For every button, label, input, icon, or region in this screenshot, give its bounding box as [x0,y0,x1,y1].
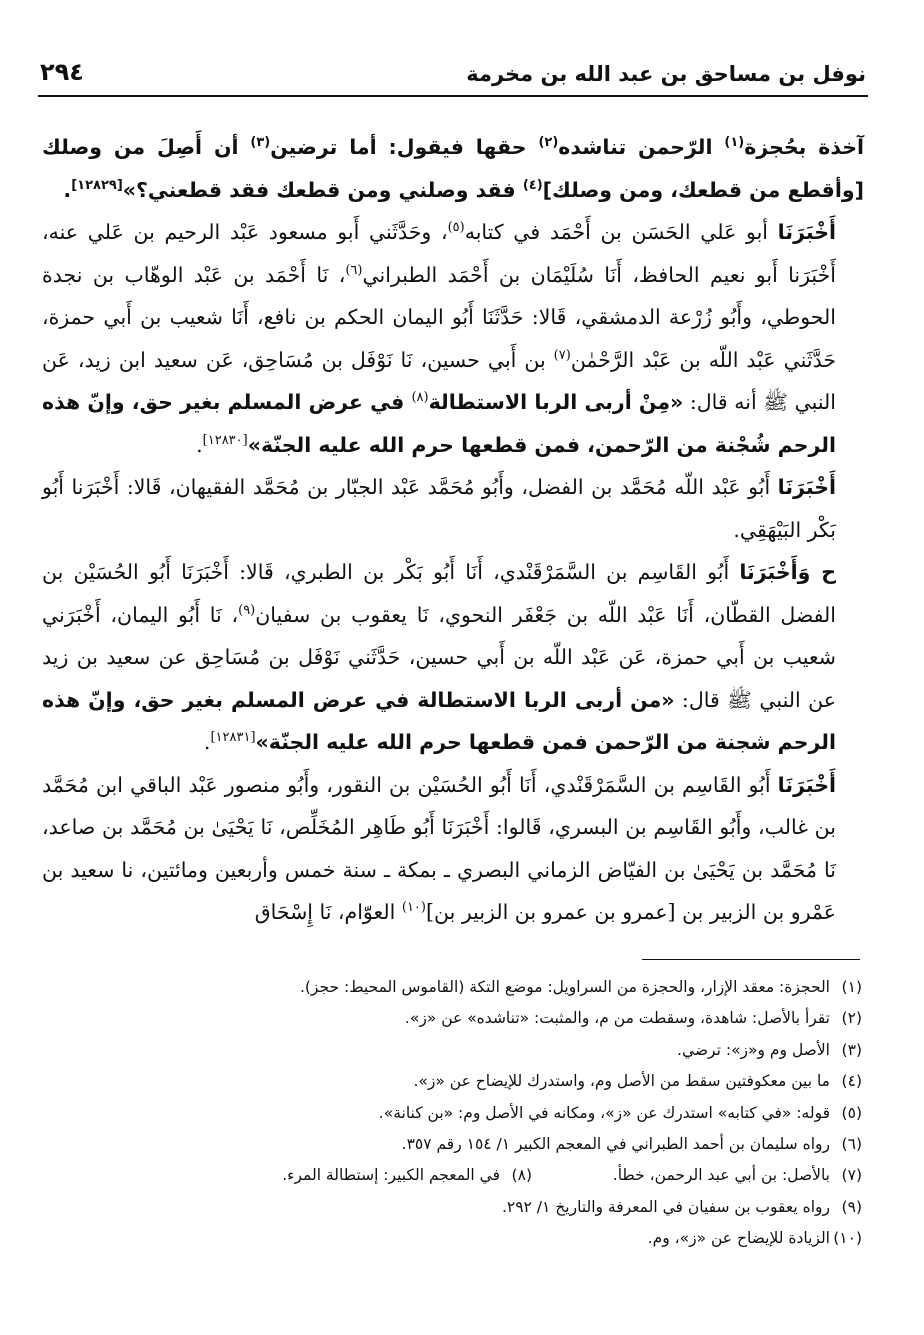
footnotes [80,972,862,1255]
paragraph-lead: أَخْبَرَنَا [777,475,836,499]
page-header [40,58,866,92]
paragraph-lead: ح وَأَخْبَرَنَا [739,560,836,584]
footnote-item [80,1223,862,1254]
footnote-text: الحجزة: معقد الإزار، والحجزة من السراويل: موضع التكة (القاموس المحيط: حجز). [299,978,830,996]
page-number: ٢٩٤ [40,58,84,86]
footnote-number: (٧) [841,1166,862,1185]
paragraph-lead: أَخْبَرَنَا [777,220,836,244]
paragraph-lead: أَخْبَرَنَا [777,772,836,797]
footnote-text: بالأصل: بن أبي عبد الرحمن، خطأ. [612,1166,830,1185]
footnote-text: الأصل وم و«ز»: ترضي. [677,1040,830,1059]
footnote-item [80,1192,862,1223]
footnote-item [80,1160,862,1191]
footnote-number: (٣) [841,1040,862,1059]
footnote-ref: (٧) [553,347,571,363]
footnote-item [80,1098,862,1129]
hadith-number: [١٢٨٣٠] [202,432,248,448]
paragraph-1: آخذة بحُجزة$^{(١)}$ الرّحمن تناشده$^{(٢)}$ حقها فيقول: أما ترضين$^{(٣)}$ أن أَصِلَ من وصلك [وأقطع من قطعك، ومن وصلك]$^{(٤)}$ فقد وصلني ومن قطعك فقد قطعني؟»[١٢٨٢٩]. [42,135,864,202]
footnote-ref: (٤) [522,177,543,193]
hadith-number: [١٢٨٣١] [210,730,256,745]
footnote-ref: (٢) [538,135,559,150]
footnote-number: (٥) [841,1103,862,1122]
header-rule [38,95,868,97]
footnote-number: (٦) [841,1134,862,1153]
paragraph-3: أَخْبَرَنَا أَبُو عَبْد اللّه مُحَمَّد بن الفضل، وأَبُو مُحَمَّد عَبْد الجبّار بن مُحَمَّد الفقيهان، قَالا: أَخْبَرَنا أَبُو بَكْر البَيْهَقِي. [42,475,836,542]
footnote-number: (١) [841,978,862,996]
footnote-text: ما بين معكوفتين سقط من الأصل وم، واستدرك للإيضاح عن «ز». [413,1072,830,1091]
main-text [42,126,864,934]
footnote-ref: (١٠) [401,900,426,915]
footnote-text: تقرأ بالأصل: شاهدة، وسقطت من م، والمثبت: «تناشده» عن «ز». [404,1009,830,1028]
footnote-number: (٩) [841,1197,862,1216]
footnote-text: الزيادة للإيضاح عن «ز»، وم. [647,1229,830,1248]
footnote-number: (٨) [511,1166,532,1185]
footnote-item [80,1035,862,1066]
footnote-number: (٢) [841,1009,862,1028]
footnote-item [80,1129,862,1160]
running-title: نوفل بن مساحق بن عبد الله بن مخرمة [466,62,866,86]
footnote-text: قوله: «في كتابه» استدرك عن «ز»، ومكانه في الأصل وم: «بن كنانة». [378,1103,830,1122]
footnote-ref: (١) [724,135,745,150]
footnote-text: في المعجم الكبير: إستطالة المرء. [282,1166,500,1185]
footnote-item [80,972,862,1003]
footnote-item [80,1066,862,1097]
hadith-number: [١٢٨٢٩] [71,177,123,193]
paragraph-5: أَخْبَرَنَا أَبُو القَاسِم بن السَّمَرْقَنْدي، أَنَا أَبُو الحُسَيْن بن النقور، وأَبُو منصور عَبْد الباقي ابن مُحَمَّد بن غالب، وأَبُو القَاسِم بن البسري، قَالوا: أَخْبَرَنَا أَبُو طَاهِر المُخَلِّص، نَا يَحْيَىٰ بن مُحَمَّد بن صاعد، نَا مُحَمَّد بن يَحْيَىٰ بن الفيّاض الزماني البصري ـ بمكة ـ سنة خمس وأربعين ومائتين، نا سعيد بن عَمْرو بن الزبير بن [عمرو بن عمرو بن الزبير بن]$^{(١٠)}$ العوّام، نَا إِسْحَاق [42,772,836,924]
footnote-ref: (٨) [411,390,429,405]
paragraph-4: ح وَأَخْبَرَنَا أَبُو القَاسِم بن السَّمَرْقَنْدي، أَنَا أَبُو بَكْر بن الطبري، قَالا: أَخْبَرَنَا أَبُو الحُسَيْن بن الفضل القطّان، أَنَا عَبْد اللّه بن جَعْفَر النحوي، نَا يعقوب بن سفيان$^{(٩)}$، نَا أَبُو اليمان، أَخْبَرَني شعيب بن أَبي حمزة، عَن عَبْد اللّه بن أَبي حسين، حَدَّثَني نَوْفَل بن مُسَاحِق عن سعيد بن زيد عن النبي ﷺ قال: «من أربى الربا الاستطالة في عرض المسلم بغير حق، وإنّ هذه الرحم شجنة من الرّحمن فمن قطعها حرم الله عليه الجنّة»[١٢٨٣١]. [42,560,836,754]
paragraph-2: أَخْبَرَنَا أبو عَلي الحَسَن بن أَحْمَد في كتابه$^{(٥)}$، وحَدَّثَني أَبو مسعود عَبْد الرحيم بن عَلي عنه، أَخْبَرَنا أَبو نعيم الحافظ، أَنَا سُلَيْمَان بن أَحْمَد الطبراني$^{(٦)}$، نَا أَحْمَد بن عَبْد الوهّاب بن نجدة الحوطي، وأَبُو زُرْعة الدمشقي، قَالا: حَدَّثَنَا أَبُو اليمان الحكم بن نافع، أَنَا شعيب بن أَبي حمزة، حَدَّثَني عَبْد اللّه بن عَبْد الرَّحْمٰن$^{(٧)}$ بن أَبي حسين، نَا نَوْفَل بن مُسَاحِق، عَن سعيد ابن زيد، عَن النبي ﷺ أنه قال: «مِنْ أربى الربا الاستطالة$^{(٨)}$ في عرض المسلم بغير حق، وإنّ هذه الرحم شُجْنة من الرّحمن، فمن قطعها حرم الله عليه الجنّة»[١٢٨٣٠]. [42,220,837,457]
footnote-ref: (٥) [447,220,465,235]
footnote-item [80,1003,862,1034]
footnote-text: رواه يعقوب بن سفيان في المعرفة والتاريخ ١/ ٢٩٢. [501,1197,830,1216]
footnote-number: (١٠) [833,1229,862,1248]
footnote-text: رواه سليمان بن أحمد الطبراني في المعجم الكبير ١/ ١٥٤ رقم ٣٥٧. [401,1134,830,1153]
footnote-separator [642,959,860,960]
footnote-number: (٤) [841,1072,862,1091]
footnote-ref: (٩) [238,602,256,618]
footnote-ref: (٦) [345,262,363,278]
footnote-ref: (٣) [250,135,271,150]
